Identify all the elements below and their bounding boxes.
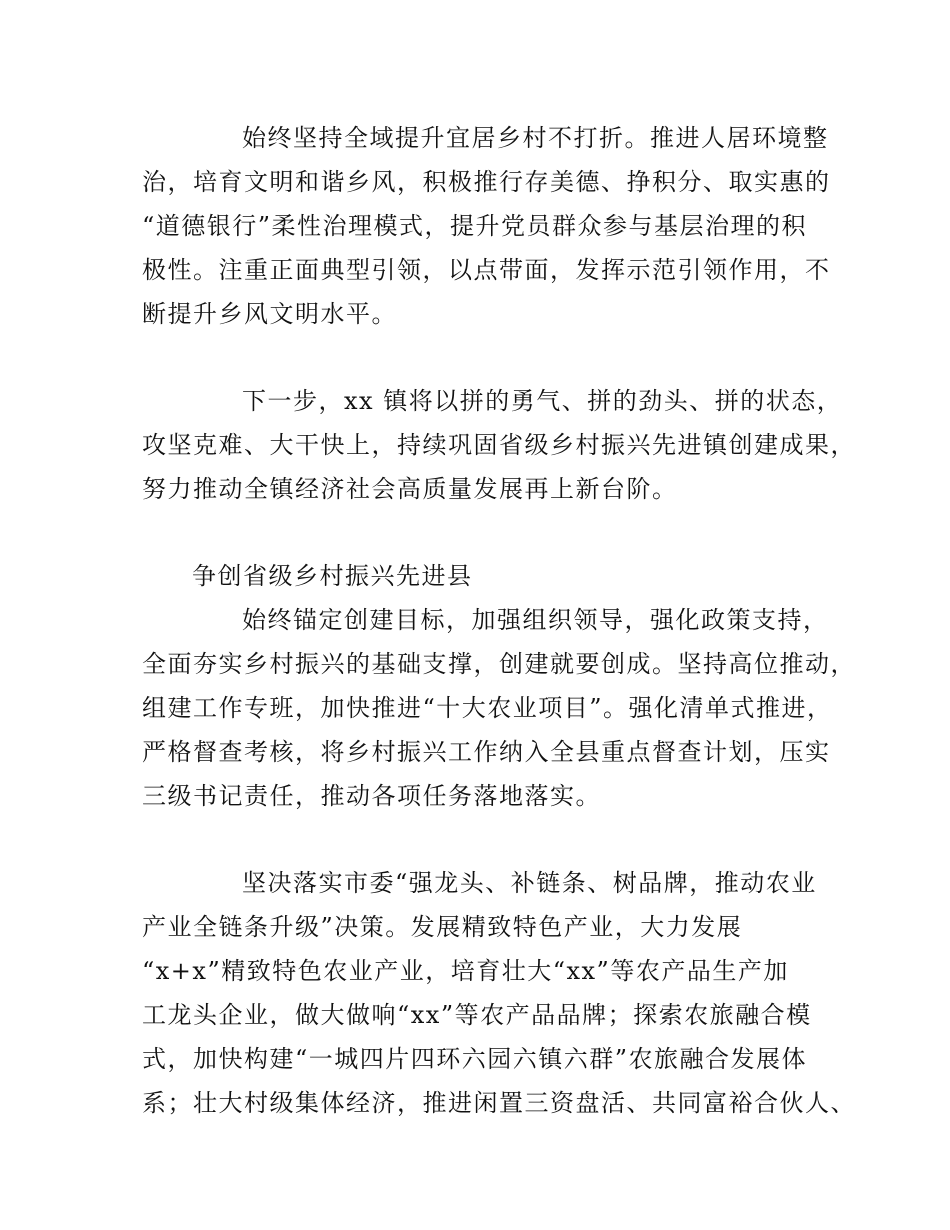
para4-line-4: 工龙头企业，做大做响“xx”等农产品品牌；探索农旅融合模 — [142, 1001, 812, 1029]
para2-line-1: 下一步，xx 镇将以拼的勇气、拼的劲头、拼的状态， — [242, 387, 843, 415]
para3-line-1: 始终锚定创建目标，加强组织领导，强化政策支持， — [242, 606, 829, 634]
para3-line-4: 严格督查考核，将乡村振兴工作纳入全县重点督查计划，压实 — [142, 738, 831, 766]
para4-line-3: “x+x”精致特色农业产业，培育壮大“xx”等农产品生产加 — [142, 957, 789, 985]
para4-line-6: 系；壮大村级集体经济，推进闲置三资盘活、共同富裕合伙人、 — [142, 1089, 856, 1117]
para4-line-5: 式，加快构建“一城四片四环六园六镇六群”农旅融合发展体 — [142, 1045, 808, 1073]
para1-line-2: 治，培育文明和谐乡风，积极推行存美德、挣积分、取实惠的 — [142, 168, 831, 196]
para3-line-2: 全面夯实乡村振兴的基础支撑，创建就要创成。坚持高位推动， — [142, 650, 856, 678]
para4-line-1: 坚决落实市委“强龙头、补链条、树品牌，推动农业 — [242, 869, 817, 897]
para2-line-2: 攻坚克难、大干快上，持续巩固省级乡村振兴先进镇创建成果， — [142, 431, 856, 459]
para2-line-3: 努力推动全镇经济社会高质量发展再上新台阶。 — [142, 475, 678, 503]
para1-line-1: 始终坚持全域提升宜居乡村不打折。推进人居环境整 — [242, 124, 829, 152]
para1-line-5: 断提升乡风文明水平。 — [142, 300, 397, 328]
section-heading: 争创省级乡村振兴先进县 — [192, 562, 473, 590]
para4-line-2: 产业全链条升级”决策。发展精致特色产业，大力发展 — [142, 913, 743, 941]
para1-line-4: 极性。注重正面典型引领，以点带面，发挥示范引领作用，不 — [142, 256, 831, 284]
para3-line-5: 三级书记责任，推动各项任务落地落实。 — [142, 782, 601, 810]
para1-line-3: “道德银行”柔性治理模式，提升党员群众参与基层治理的积 — [142, 212, 808, 240]
para3-line-3: 组建工作专班，加快推进“十大农业项目”。强化清单式推进， — [142, 694, 833, 722]
